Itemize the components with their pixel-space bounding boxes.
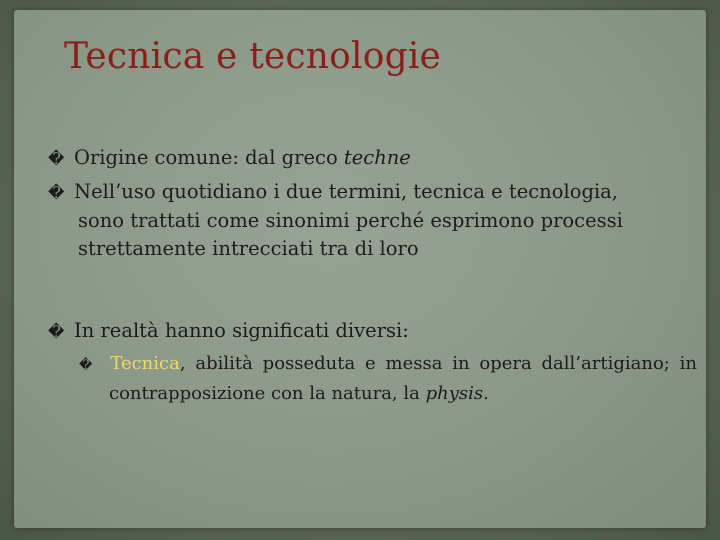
bullet-text: Origine comune: dal greco bbox=[74, 146, 344, 169]
bullet-text: In realtà hanno significati diversi: bbox=[74, 319, 409, 342]
bullet-marker-icon: � bbox=[48, 149, 65, 168]
bullet-in-realta bbox=[48, 317, 698, 346]
bullet-origine bbox=[48, 144, 698, 173]
sub-bullet-italic: physis bbox=[425, 383, 484, 404]
sub-bullet-end: . bbox=[483, 383, 489, 404]
bullet-line-3: strettamente intrecciati tra di loro bbox=[78, 237, 419, 260]
slide-panel bbox=[14, 10, 706, 528]
bullet-uso-quotidiano bbox=[48, 178, 708, 263]
sub-bullet-tecnica bbox=[79, 350, 697, 408]
slide-title: Tecnica e tecnologie bbox=[64, 36, 442, 77]
sub-bullet-marker-icon: � bbox=[79, 358, 93, 373]
bullet-marker-icon: � bbox=[48, 183, 65, 202]
bullet-emphasis: techne bbox=[343, 146, 411, 169]
highlighted-term: Tecnica bbox=[110, 353, 180, 374]
bullet-line-1: Nell’uso quotidiano i due termini, tecnica e tecnologia, bbox=[74, 180, 619, 203]
bullet-line-2: sono trattati come sinonimi perché esprimono processi bbox=[78, 209, 623, 232]
bullet-marker-icon: � bbox=[48, 322, 65, 341]
sub-bullet-text: , abilità posseduta e messa in opera dall’artigiano; in contrapposizione con la natura, la bbox=[109, 353, 697, 404]
